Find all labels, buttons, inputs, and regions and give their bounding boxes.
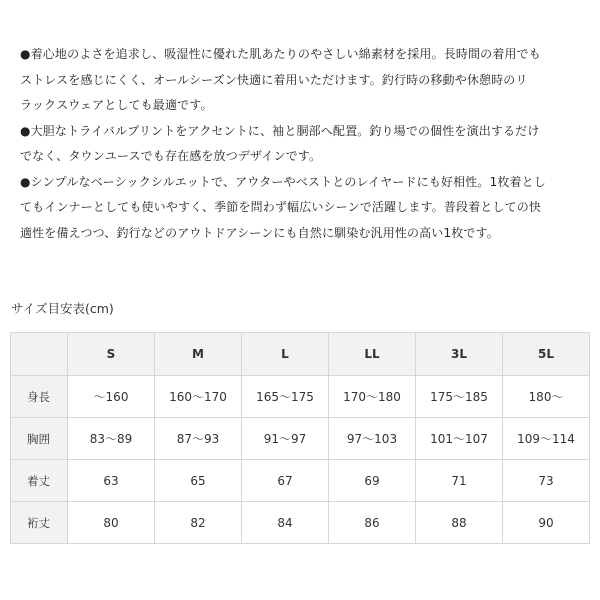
table-cell: 160〜170 <box>155 376 242 418</box>
size-column-5l: 5L <box>503 333 590 376</box>
row-label-sleeve: 裄丈 <box>11 502 68 544</box>
table-row-length <box>11 460 590 502</box>
table-cell: 175〜185 <box>416 376 503 418</box>
table-cell: 101〜107 <box>416 418 503 460</box>
size-header-corner <box>11 333 68 376</box>
table-cell: 87〜93 <box>155 418 242 460</box>
table-row-chest <box>11 418 590 460</box>
description-paragraph-silhouette: ●シンプルなベーシックシルエットで、アウターやベストとのレイヤードにも好相性。1枚着とし てもインナーとしても使いやすく、季節を問わず幅広いシーンで活躍します。普段着としての快 適性を備えつつ、釣行などのアウトドアシーンにも自然に馴染む汎用性の高い1枚です。 <box>20 174 546 240</box>
size-chart-heading: サイズ目安表(cm) <box>11 301 114 316</box>
row-label-length: 着丈 <box>11 460 68 502</box>
table-cell: 165〜175 <box>242 376 329 418</box>
row-label-height: 身長 <box>11 376 68 418</box>
table-cell: 63 <box>68 460 155 502</box>
size-header-row <box>11 333 590 376</box>
table-cell: 69 <box>329 460 416 502</box>
description-paragraph-comfort: ●着心地のよさを追求し、吸湿性に優れた肌あたりのやさしい綿素材を採用。長時間の着用でも ストレスを感じにくく、オールシーズン快適に着用いただけます。釣行時の移動や休憩時のリ ラックスウェアとしても最適です。 <box>20 47 541 112</box>
table-cell: 83〜89 <box>68 418 155 460</box>
table-row-sleeve <box>11 502 590 544</box>
table-cell: 86 <box>329 502 416 544</box>
product-description <box>20 42 586 246</box>
table-cell: 73 <box>503 460 590 502</box>
table-cell: 〜160 <box>68 376 155 418</box>
size-column-m: M <box>155 333 242 376</box>
table-cell: 97〜103 <box>329 418 416 460</box>
table-cell: 90 <box>503 502 590 544</box>
table-cell: 180〜 <box>503 376 590 418</box>
description-paragraph-print: ●大胆なトライバルプリントをアクセントに、袖と胴部へ配置。釣り場での個性を演出するだけ でなく、タウンユースでも存在感を放つデザインです。 <box>20 123 540 163</box>
table-row-height <box>11 376 590 418</box>
size-column-3l: 3L <box>416 333 503 376</box>
table-cell: 91〜97 <box>242 418 329 460</box>
size-column-s: S <box>68 333 155 376</box>
size-column-ll: LL <box>329 333 416 376</box>
table-cell: 71 <box>416 460 503 502</box>
table-cell: 65 <box>155 460 242 502</box>
size-column-l: L <box>242 333 329 376</box>
size-chart-table <box>10 332 590 544</box>
table-cell: 67 <box>242 460 329 502</box>
table-cell: 170〜180 <box>329 376 416 418</box>
table-cell: 82 <box>155 502 242 544</box>
table-cell: 80 <box>68 502 155 544</box>
table-cell: 84 <box>242 502 329 544</box>
table-cell: 88 <box>416 502 503 544</box>
row-label-chest: 胸囲 <box>11 418 68 460</box>
table-cell: 109〜114 <box>503 418 590 460</box>
